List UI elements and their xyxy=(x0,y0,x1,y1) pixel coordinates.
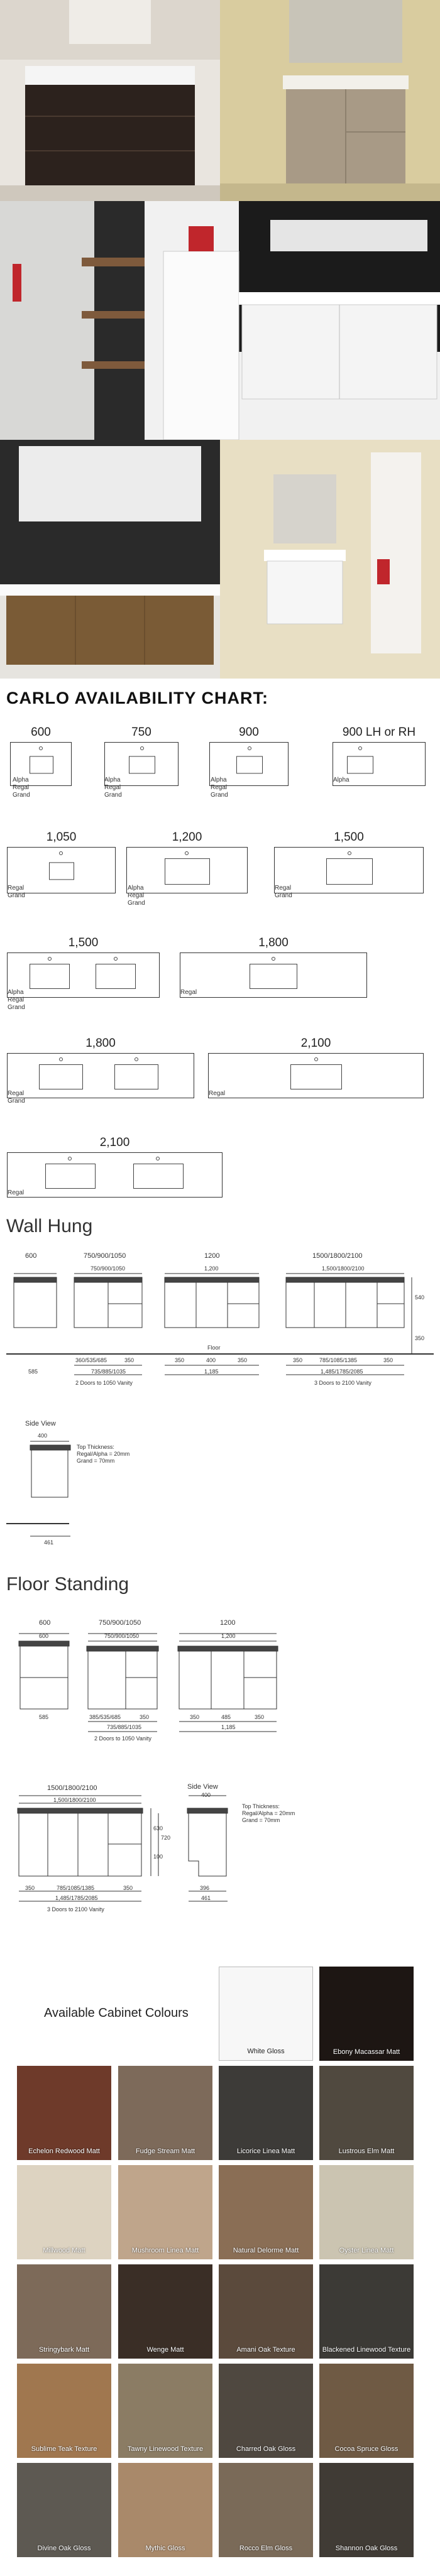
colour-swatch xyxy=(118,2066,212,2160)
colour-swatch xyxy=(319,2066,414,2160)
dim-label: 1,500/1800/2100 xyxy=(322,1265,365,1272)
basin-size: 1,500 xyxy=(334,831,364,844)
basin-size: 750 xyxy=(131,726,151,739)
dim-label: 350 xyxy=(124,1357,135,1363)
photo-light-vanity xyxy=(220,0,440,201)
colour-swatch xyxy=(319,1967,414,2061)
dim-label: 461 xyxy=(201,1895,211,1901)
note: 2 Doors to 1050 Vanity xyxy=(94,1735,151,1742)
floor-standing-title: Floor Standing xyxy=(6,1574,129,1595)
basin-1500-single xyxy=(273,831,424,893)
colour-swatch xyxy=(319,2463,414,2557)
colour-swatch-label: Millwood Matt xyxy=(43,2247,85,2254)
top-thickness-note: Top Thickness: Regal/Alpha = 20mm Grand = 70mm xyxy=(77,1444,130,1464)
dim-label: 720 xyxy=(161,1835,171,1841)
dim-label: 1500/1800/2100 xyxy=(312,1252,363,1260)
basin-1500-double xyxy=(6,936,160,998)
colour-swatch-label: Divine Oak Gloss xyxy=(37,2545,91,2552)
dim-label: 1200 xyxy=(220,1619,236,1627)
colour-swatch-label: Stringybark Matt xyxy=(38,2346,90,2354)
dim-label: 785/1085/1385 xyxy=(319,1357,358,1363)
colour-swatch-label: Natural Delorme Matt xyxy=(233,2247,299,2254)
basin-size: 1,050 xyxy=(46,831,77,844)
basin-ranges: Alpha Regal Grand xyxy=(13,777,30,799)
basin-drawing xyxy=(7,1053,194,1098)
colour-swatch xyxy=(319,2364,414,2458)
colour-swatch-label: Ebony Macassar Matt xyxy=(333,2048,400,2056)
colour-swatch-label: Amani Oak Texture xyxy=(236,2346,295,2354)
dim-label: 600 xyxy=(25,1252,37,1260)
photo-row-3 xyxy=(0,440,440,679)
side-view-title: Side View xyxy=(25,1420,56,1427)
dim-label: 750/900/1050 xyxy=(99,1619,141,1627)
basin-ranges: Regal xyxy=(209,1090,226,1097)
dim-label: 350 xyxy=(190,1714,200,1720)
colour-swatch xyxy=(17,2264,111,2359)
dim-label: 400 xyxy=(38,1433,48,1439)
floor-label: Floor xyxy=(207,1345,221,1351)
basin-size: 1,500 xyxy=(68,936,99,949)
note: 3 Doors to 2100 Vanity xyxy=(314,1380,371,1386)
colour-swatch-label: Tawny Linewood Texture xyxy=(127,2445,204,2453)
dim-label: 1,500/1800/2100 xyxy=(53,1797,96,1803)
dim-label: 1500/1800/2100 xyxy=(47,1784,97,1792)
basin-drawing xyxy=(180,952,367,998)
dim-label: 485 xyxy=(221,1714,231,1720)
photo-shelves xyxy=(0,201,145,440)
colour-swatch xyxy=(319,2264,414,2359)
dim-label: 750/900/1050 xyxy=(91,1265,126,1272)
colour-swatch-label: Oyster Linea Matt xyxy=(339,2247,394,2254)
colour-swatch xyxy=(118,2165,212,2259)
basin-drawing xyxy=(7,1152,223,1198)
colour-swatch xyxy=(17,2165,111,2259)
dim-label: 396 xyxy=(200,1885,210,1891)
note: 2 Doors to 1050 Vanity xyxy=(75,1380,133,1386)
chart-title: CARLO AVAILABILITY CHART: xyxy=(6,689,268,707)
basin-1050 xyxy=(6,831,116,893)
dim-label: 350 xyxy=(25,1885,35,1891)
colour-swatch-label: Blackened Linewood Texture xyxy=(322,2346,411,2354)
top-thickness-note: Top Thickness: Regal/Alpha = 20mm Grand = 70mm xyxy=(242,1803,295,1823)
colour-swatch-label: Rocco Elm Gloss xyxy=(239,2545,293,2552)
colour-swatch-label: Shannon Oak Gloss xyxy=(335,2545,398,2552)
colour-swatch xyxy=(219,2463,313,2557)
colour-swatch xyxy=(219,2364,313,2458)
photo-timber-vanity xyxy=(0,440,220,679)
colour-swatch-label: Fudge Stream Matt xyxy=(135,2148,195,2155)
dim-label: 1,200 xyxy=(204,1265,219,1272)
dim-label: 735/885/1035 xyxy=(91,1368,126,1375)
colour-swatch-label: Charred Oak Gloss xyxy=(236,2445,296,2453)
colour-swatch xyxy=(17,2066,111,2160)
dim-label: 360/535/685 xyxy=(75,1357,107,1363)
dim-label: 735/885/1035 xyxy=(107,1724,142,1730)
basin-size: 1,800 xyxy=(85,1037,116,1050)
basin-ranges: Alpha xyxy=(333,777,349,783)
dim-label: 1,485/1785/2085 xyxy=(321,1368,363,1375)
basin-ranges: Alpha Regal Grand xyxy=(8,989,25,1011)
basin-ranges: Regal xyxy=(8,1189,25,1196)
colour-swatch-label: Wenge Matt xyxy=(146,2346,184,2354)
dim-label: 350 xyxy=(255,1714,265,1720)
dim-label: 750/900/1050 xyxy=(104,1633,140,1639)
photo-floor-vanity xyxy=(220,440,440,679)
colour-swatch xyxy=(219,1967,313,2061)
dim-label: 540 xyxy=(415,1294,425,1301)
dim-label: 350 xyxy=(293,1357,303,1363)
dim-label: 600 xyxy=(39,1619,51,1627)
dim-label: 350 xyxy=(175,1357,185,1363)
colour-swatch-label: Licorice Linea Matt xyxy=(236,2148,295,2155)
dim-label: 350 xyxy=(238,1357,248,1363)
colour-swatch-label: Cocoa Spruce Gloss xyxy=(334,2445,399,2453)
photo-row-2 xyxy=(0,201,440,440)
colour-swatch xyxy=(118,2364,212,2458)
dim-label: 350 xyxy=(415,1335,425,1341)
colour-swatch xyxy=(17,2364,111,2458)
dim-label: 785/1085/1385 xyxy=(57,1885,95,1891)
dim-label: 350 xyxy=(123,1885,133,1891)
basin-drawing xyxy=(7,952,160,998)
basin-ranges: Alpha Regal Grand xyxy=(128,885,145,907)
basin-size: 600 xyxy=(31,726,51,739)
dim-label: 1,185 xyxy=(221,1724,236,1730)
dim-label: 400 xyxy=(201,1792,211,1798)
dim-label: 585 xyxy=(28,1368,38,1375)
basin-ranges: Regal Grand xyxy=(8,1090,25,1105)
basin-2100-double xyxy=(6,1136,223,1198)
colour-swatch-label: Mythic Gloss xyxy=(145,2545,185,2552)
dim-label: 585 xyxy=(39,1714,49,1720)
dim-label: 461 xyxy=(44,1539,54,1546)
colour-swatch xyxy=(17,2463,111,2557)
wall-hung-title: Wall Hung xyxy=(6,1216,93,1236)
colour-swatch-label: Lustrous Elm Matt xyxy=(338,2148,395,2155)
basin-1800-single xyxy=(179,936,368,998)
basin-ranges: Regal xyxy=(180,989,197,996)
photo-row-1 xyxy=(0,0,440,201)
photo-dark-vanity xyxy=(0,0,220,201)
colour-swatch-label: White Gloss xyxy=(247,2048,285,2055)
basin-size: 1,800 xyxy=(258,936,289,949)
photo-white-vanity xyxy=(145,201,440,440)
colour-swatch xyxy=(118,2463,212,2557)
floor-standing-large-drawing xyxy=(0,1791,440,1910)
dim-label: 350 xyxy=(383,1357,393,1363)
basin-size: 2,100 xyxy=(300,1037,331,1050)
basin-size: 1,200 xyxy=(172,831,202,844)
dim-label: 1,185 xyxy=(204,1368,219,1375)
basin-size: 2,100 xyxy=(99,1136,130,1149)
dim-label: 400 xyxy=(206,1357,216,1363)
basin-1200 xyxy=(126,831,248,893)
colours-title: Available Cabinet Colours xyxy=(44,2006,189,2020)
basin-size: 900 xyxy=(239,726,259,739)
basin-2100-single xyxy=(207,1037,424,1098)
dim-label: 1,485/1785/2085 xyxy=(55,1895,98,1901)
basin-1800-double xyxy=(6,1037,195,1098)
basin-ranges: Alpha Regal Grand xyxy=(211,777,228,799)
dim-label: 100 xyxy=(153,1853,163,1860)
basin-ranges: Regal Grand xyxy=(275,885,292,899)
dim-label: 385/535/685 xyxy=(89,1714,121,1720)
basin-ranges: Regal Grand xyxy=(8,885,25,899)
colour-swatch xyxy=(118,2264,212,2359)
basin-drawing xyxy=(208,1053,424,1098)
basin-ranges: Alpha Regal Grand xyxy=(104,777,122,799)
dim-label: 1,200 xyxy=(221,1633,236,1639)
wall-hung-drawing xyxy=(0,1241,440,1429)
basin-drawing xyxy=(274,847,424,893)
dim-label: 630 xyxy=(153,1825,163,1831)
dim-label: 600 xyxy=(39,1633,49,1639)
dim-label: 350 xyxy=(140,1714,150,1720)
colour-swatch-label: Mushroom Linea Matt xyxy=(131,2247,199,2254)
floor-standing-drawing xyxy=(0,1608,440,1778)
colour-swatch xyxy=(319,2165,414,2259)
colour-swatch xyxy=(219,2165,313,2259)
colour-swatch-label: Sublime Teak Texture xyxy=(31,2445,97,2453)
note: 3 Doors to 2100 Vanity xyxy=(47,1906,104,1913)
side-view-title: Side View xyxy=(187,1783,218,1791)
colour-swatch-label: Echelon Redwood Matt xyxy=(28,2148,100,2155)
colour-swatch xyxy=(219,2264,313,2359)
basin-size: 900 LH or RH xyxy=(342,726,416,739)
dim-label: 1200 xyxy=(204,1252,220,1260)
colour-swatch xyxy=(219,2066,313,2160)
dim-label: 750/900/1050 xyxy=(84,1252,126,1260)
